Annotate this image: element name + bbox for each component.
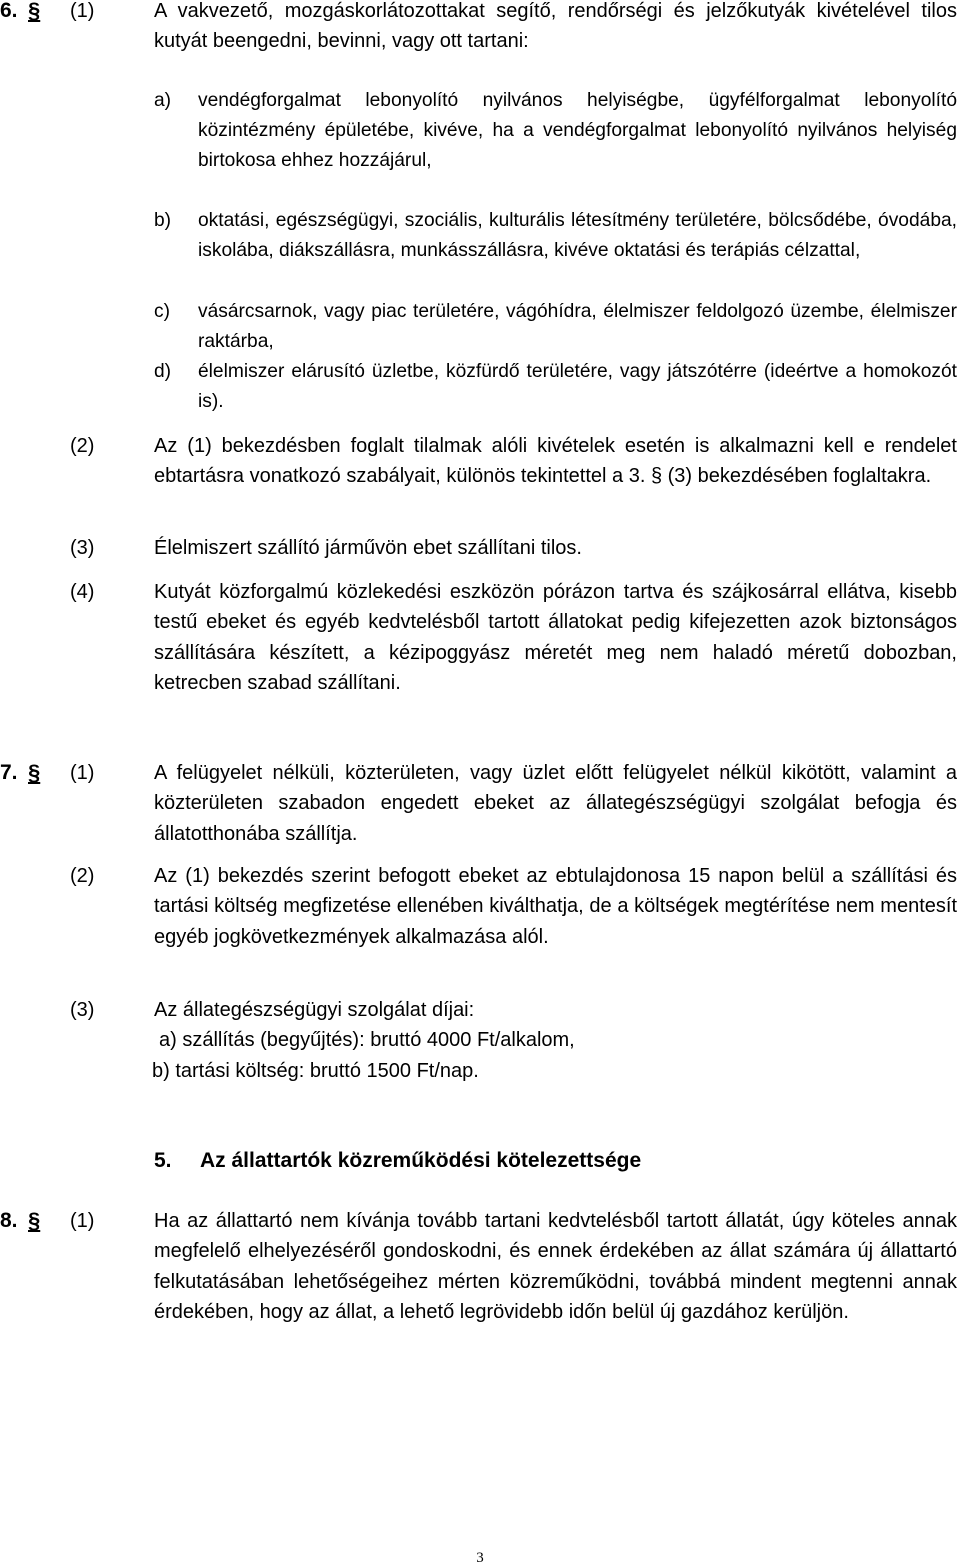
chapter-title: Az állattartók közreműködési kötelezettsége — [200, 1149, 642, 1172]
s6-p2-number: (2) — [70, 435, 95, 457]
item-text: élelmiszer elárusító üzletbe, közfürdő területére, vagy játszótérre (ideértve a homokozót is). — [198, 361, 957, 413]
s6-p3-number: (3) — [70, 537, 95, 559]
s7-p3-number: (3) — [70, 999, 95, 1021]
section-6-sign: § — [28, 0, 41, 23]
section-7-sign: § — [28, 760, 41, 785]
s6-p1-item-c — [154, 297, 957, 357]
chapter-5-heading — [154, 1146, 641, 1176]
s7-p3-text: Az állategészségügyi szolgálat díjai: — [154, 999, 475, 1021]
s7-p1-number: (1) — [70, 762, 95, 784]
s7-p2-text: Az (1) bekezdés szerint befogott ebeket az ebtulajdonosa 15 napon belül a szállítási és tartási költség megfizetése ellenében kiválthatja, de a költségek megtérítése nem mentesít egyéb jogkövetkezmények alkalmazása alól. — [154, 865, 957, 948]
section-8-sign: § — [28, 1208, 41, 1233]
s6-p1-number: (1) — [70, 0, 95, 22]
s6-p4-text: Kutyát közforgalmú közlekedési eszközön pórázon tartva és szájkosárral ellátva, kisebb testű ebeket és egyéb kedvtelésből tartott állatokat pedig kifejezetten azok biztonságos szállítására készített, a kézipoggyász méretét meg nem haladó méretű dobozban, ketrecben szabad szállítani. — [154, 581, 957, 694]
section-8-number: 8. — [0, 1209, 18, 1232]
item-label: d) — [154, 361, 172, 382]
chapter-number: 5. — [154, 1149, 172, 1172]
s6-p2-text: Az (1) bekezdésben foglalt tilalmak alóli kivételek esetén is alkalmazni kell e rendelet ebtartásra vonatkozó szabályait, különös tekintettel a 3. § (3) bekezdésében foglaltakra. — [154, 435, 957, 488]
item-label: a) — [154, 90, 172, 111]
s6-p1-item-a — [154, 86, 957, 177]
s6-p1-item-d — [154, 357, 957, 417]
s6-p3-text: Élelmiszert szállító járművön ebet szállítani tilos. — [154, 537, 582, 559]
item-text: vásárcsarnok, vagy piac területére, vágóhídra, élelmiszer feldolgozó üzembe, élelmiszer raktárba, — [198, 301, 957, 353]
item-text: vendégforgalmat lebonyolító nyilvános helyiségbe, ügyfélforgalmat lebonyolító közintézmény épületébe, kivéve, ha a vendégforgalmat lebonyolító nyilvános helyiség birtokosa ehhez hozzájárul, — [198, 90, 957, 172]
s6-p4-number: (4) — [70, 581, 95, 603]
section-6-number: 6. — [0, 0, 18, 22]
s7-p1-text: A felügyelet nélküli, közterületen, vagy üzlet előtt felügyelet nélkül kikötött, valamint a közterületen szabadon engedett ebeket az állategészségügyi szolgálat befogja és állatotthonába szállítja. — [154, 762, 957, 845]
item-label: b) — [154, 210, 172, 231]
item-text: oktatási, egészségügyi, szociális, kulturális létesítmény területére, bölcsődébe, óvodába, iskolába, diákszállásra, munkásszállásra, kivéve oktatási és terápiás célzattal, — [198, 210, 957, 262]
s6-p1-intro: A vakvezető, mozgáskorlátozottakat segítő, rendőrségi és jelzőkutyák kivételével tilos kutyát beengedni, bevinni, vagy ott tartani: — [154, 0, 957, 53]
s7-p2-number: (2) — [70, 865, 95, 887]
s8-p1-number: (1) — [70, 1210, 95, 1232]
s7-p3-fee-b: b) tartási költség: bruttó 1500 Ft/nap. — [152, 1060, 479, 1082]
s8-p1-text: Ha az állattartó nem kívánja tovább tartani kedvtelésből tartott állatát, úgy köteles annak megfelelő elhelyezéséről gondoskodni, és ennek érdekében az állat számára új állattartó felkutatásában lehetőségeihez mérten közreműködni, továbbá mindent megtenni annak érdekében, hogy az állat, a lehető legrövidebb időn belül új gazdához kerüljön. — [154, 1210, 957, 1323]
item-label: c) — [154, 301, 170, 322]
s7-p3-fee-a: a) szállítás (begyűjtés): bruttó 4000 Ft/alkalom, — [159, 1029, 575, 1051]
section-7-number: 7. — [0, 761, 18, 784]
page-number: 3 — [476, 1550, 484, 1566]
s6-p1-item-b — [154, 206, 957, 266]
